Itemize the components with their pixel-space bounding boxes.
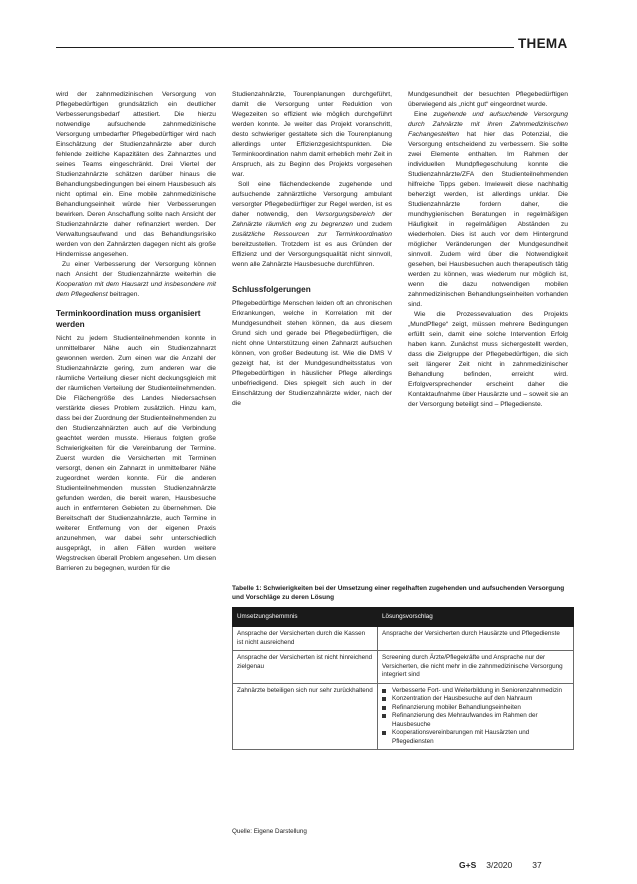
subheading: Terminkoordination muss organisiert werden <box>56 309 201 329</box>
list-item: Refinanzierung mobiler Behandlungseinheiten <box>382 704 569 713</box>
table-row <box>233 683 574 750</box>
paragraph: Pflegebedürftige Menschen leiden oft an chronischen Erkrankungen, welche in Korrelation mit der Mundgesundheit stehen können, da aus diesem Grund sich und gerade bei Pflegebedürftigen, die nicht ohne Unterstützung einen Zahnarzt aufsuchen können, von großer Bedeutung ist. Wie die DMS V gezeigt hat, ist der Mundgesundheitsstatus von Pflegebedürftigen in häuslicher Pflege allerdings unbefriedigend. Dies spiegelt sich auch in der Einschätzung der Studienzahnärzte wider, nach der die <box>232 300 392 407</box>
paragraph <box>56 260 216 300</box>
issue-number: 3/2020 <box>486 860 513 870</box>
text-run: und zudem <box>352 221 393 228</box>
paragraph <box>408 110 568 310</box>
emphasis-text: Versorgungsbereich der Zahnärzte räumlich eng zu begrenzen <box>232 211 392 228</box>
paragraph: Wie die Prozessevaluation des Projekts „MundPflege“ zeigt, müssen mehrere Bedingungen erfüllt sein, damit eine solche Intervention Erfolg haben kann. Zunächst muss sichergestellt werden, dass die Zielgruppe der Pflegebedürftigen, die sich seit längerer Zeit nicht in zahnmedizinischer Behandlung befinden, erreicht wird. Erfolgversprechender erscheint daher die Kontaktaufnahme über Hausärzte und – soweit sie an der Versorgung beteiligt sind – Pflegedienste. <box>408 311 568 408</box>
list-item: Kooperationsvereinbarungen mit Hausärzten und Pflegediensten <box>382 729 569 746</box>
table-row <box>233 651 574 684</box>
table-header-row <box>233 608 574 627</box>
text-run: Soll eine flächendeckende zugehende und aufsuchende zahnärztliche Versorgung ambulant versorgter Pflegebedürftiger zur Regel werden, ist es daher notwendig, den <box>232 181 392 218</box>
table-row <box>233 627 574 651</box>
paragraph <box>232 180 392 270</box>
table-cell <box>378 683 574 750</box>
list-item: Konzentration der Hausbesuche auf den Nahraum <box>382 695 569 704</box>
list-item: Verbesserte Fort- und Weiterbildung in Seniorenzahnmedizin <box>382 687 569 696</box>
paragraph: Studienzahnärzte, Tourenplanungen durchgeführt, damit die Versorgung unter Reduktion von Wegezeiten so effizient wie möglich durchgeführt werden konnte. Je weiter das Projekt voranschritt, desto schwieriger gestaltete sich die Tourenplanung allerdings unter Effizienzgesichtspunkten. Die Terminkoordination nahm damit erheblich mehr Zeit in Anspruch, als zu Beginn des Projekts vorgesehen war. <box>232 91 392 178</box>
table-cell: Ansprache der Versicherten durch Hausärzte und Pflegedienste <box>378 627 574 651</box>
bullet-list <box>382 687 569 747</box>
table-block <box>232 584 576 750</box>
text-column-1 <box>56 90 216 574</box>
table-source: Quelle: Eigene Darstellung <box>232 828 307 835</box>
text-column-2 <box>232 90 392 409</box>
emphasis-text: zusätzliche Ressourcen zur Terminkoordination <box>232 231 392 238</box>
text-run: Zu einer Verbesserung der Versorgung können nach Ansicht der Studienzahnärzte weiterhin die <box>56 261 216 278</box>
column-header: Umsetzungshemmnis <box>233 608 378 627</box>
text-run: Eine <box>414 111 434 118</box>
magazine-name: G+S <box>459 860 477 870</box>
table-cell: Screening durch Ärzte/Pflegekräfte und Ansprache nur der Versicherten, die nicht mehr in die zahnmedizinische Versorgung integriert sind <box>378 651 574 684</box>
solutions-table <box>232 607 574 750</box>
subheading: Schlussfolgerungen <box>232 285 311 294</box>
text-run: bereitzustellen. Trotzdem ist es aus Gründen der Effizienz und der Versorgungsqualität nicht sinnvoll, wenn alle Zahnärzte Hausbesuche durchführen. <box>232 241 392 268</box>
header-rule <box>56 47 514 48</box>
page-footer <box>459 860 542 870</box>
emphasis-text: zugehende und aufsuchende Versorgung durch Zahnärzte mit ihren Zahnmedizinischen Fachangestellten <box>408 111 568 138</box>
page-number: 37 <box>532 860 542 870</box>
text-column-3 <box>408 90 568 410</box>
column-header: Lösungsvorschlag <box>378 608 574 627</box>
list-item: Refinanzierung des Mehraufwandes im Rahmen der Hausbesuche <box>382 712 569 729</box>
section-title: THEMA <box>518 36 568 51</box>
table-caption: Tabelle 1: Schwierigkeiten bei der Umsetzung einer regelhaften zugehenden und aufsuchenden Versorgung und Vorschläge zu deren Lösung <box>232 585 565 601</box>
paragraph: Mundgesundheit der besuchten Pflegebedürftigen überwiegend als „nicht gut“ eingeordnet wurde. <box>408 91 568 108</box>
text-run: hat hier das Potenzial, die Versorgung entscheidend zu verbessern. Sie sollte zwei Elemente enthalten. Im Rahmen der individuellen Mundpflegeschulung konnte die Studienzahnärzte/ZFA den Studienteilnehmenden hilfreiche Tipps geben. Inwieweit diese nachhaltig beherzigt werden, ist allerdings unklar. Die Studienzahnärzte fordern daher, die mundhygienischen Beratungen in regelmäßigen Häufigkeit in regelmäßigen Abständen zu wiederholen. Dies ist auch vor dem Hintergrund möglicher Veränderungen der Mundgesundheit sinnvoll. Zudem wird über die Notwendigkeit gesehen, bei Hausbesuchen auch therapeutisch tätig werden zu können, was wiederum nur möglich ist, wenn die dazu notwendigen mobilen zahnmedizinischen Behandlungseinheiten vorhanden sind. <box>408 131 568 308</box>
table-cell: Ansprache der Versicherten durch die Kassen ist nicht ausreichend <box>233 627 378 651</box>
paragraph: wird der zahnmedizinischen Versorgung von Pflegebedürftigen grundsätzlich ein deutlicher Verbesserungsbedarf attestiert. Die hierzu notwendige aufsuchende zahnmedizinische Versorgung umbedarfter Pflegebedürftiger wird nach Einschätzung der Studienzahnärzte aber durch fehlende zeitliche Kapazitäten des Zahnarztes und seines Teams eingeschränkt. Drei Viertel der Studienzahnärzte schätzen darüber hinaus die Behandlungsbedingungen bei einem Hausbesuch als nicht optimal ein. Eine mobile zahnmedizinische Behandlungseinheit würde hier Verbesserungen bewirken. Deren Anschaffung sollte nach Ansicht der Studienzahnärzte daher refinanziert werden. Der Verwaltungsaufwand und das Behandlungsrisiko werden von den Zahnärzten dagegen nicht als große Hindernisse angesehen. <box>56 91 216 258</box>
emphasis-text: Kooperation mit dem Hausarzt und insbesondere mit dem Pflegedienst <box>56 281 216 298</box>
paragraph: Nicht zu jedem Studienteilnehmenden konnte in unmittelbarer Nähe auch ein Studienzahnarzt gewonnen werden. Zum einen war die Anzahl der Studienzahnärzte gering, zum anderen war die räumliche Verteilung dieser nicht deckungsgleich mit der räumlichen Verteilung der Studienteilnehmenden. Die Flächengröße des Landes Niedersachsen verstärkte dieses Problem zusätzlich. Hinzu kam, dass bei der Zuordnung der Studienteilnehmenden zu den Studienzahnärzten auch auf die Verbindung geachtet werden musste. Hieraus folgten große Schwierigkeiten für die Vereinbarung der Termine. Zuerst wurden die Versicherten mit Terminen versorgt, denen ein Zahnarzt in unmittelbarer Nähe zugeordnet werden konnte. Für die anderen Studienteilnehmenden mussten Studienzahnärzte gefunden werden, die bereit waren, Hausbesuche auch in entfernteren Gebieten zu übernehmen. Die Bereitschaft der Studienzahnärzte, auch Termine in weiterer Entfernung von der eigenen Praxis anzunehmen, war dabei sehr unterschiedlich ausgeprägt, in allen Fällen wurden weitere Wegstrecken überall Problem angesehen. Um diesen Barrieren zu begegnen, wurden für die <box>56 335 216 572</box>
table-cell: Ansprache der Versicherten ist nicht hinreichend zielgenau <box>233 651 378 684</box>
text-run: beitragen. <box>107 291 140 298</box>
table-cell: Zahnärzte beteiligen sich nur sehr zurückhaltend <box>233 683 378 750</box>
